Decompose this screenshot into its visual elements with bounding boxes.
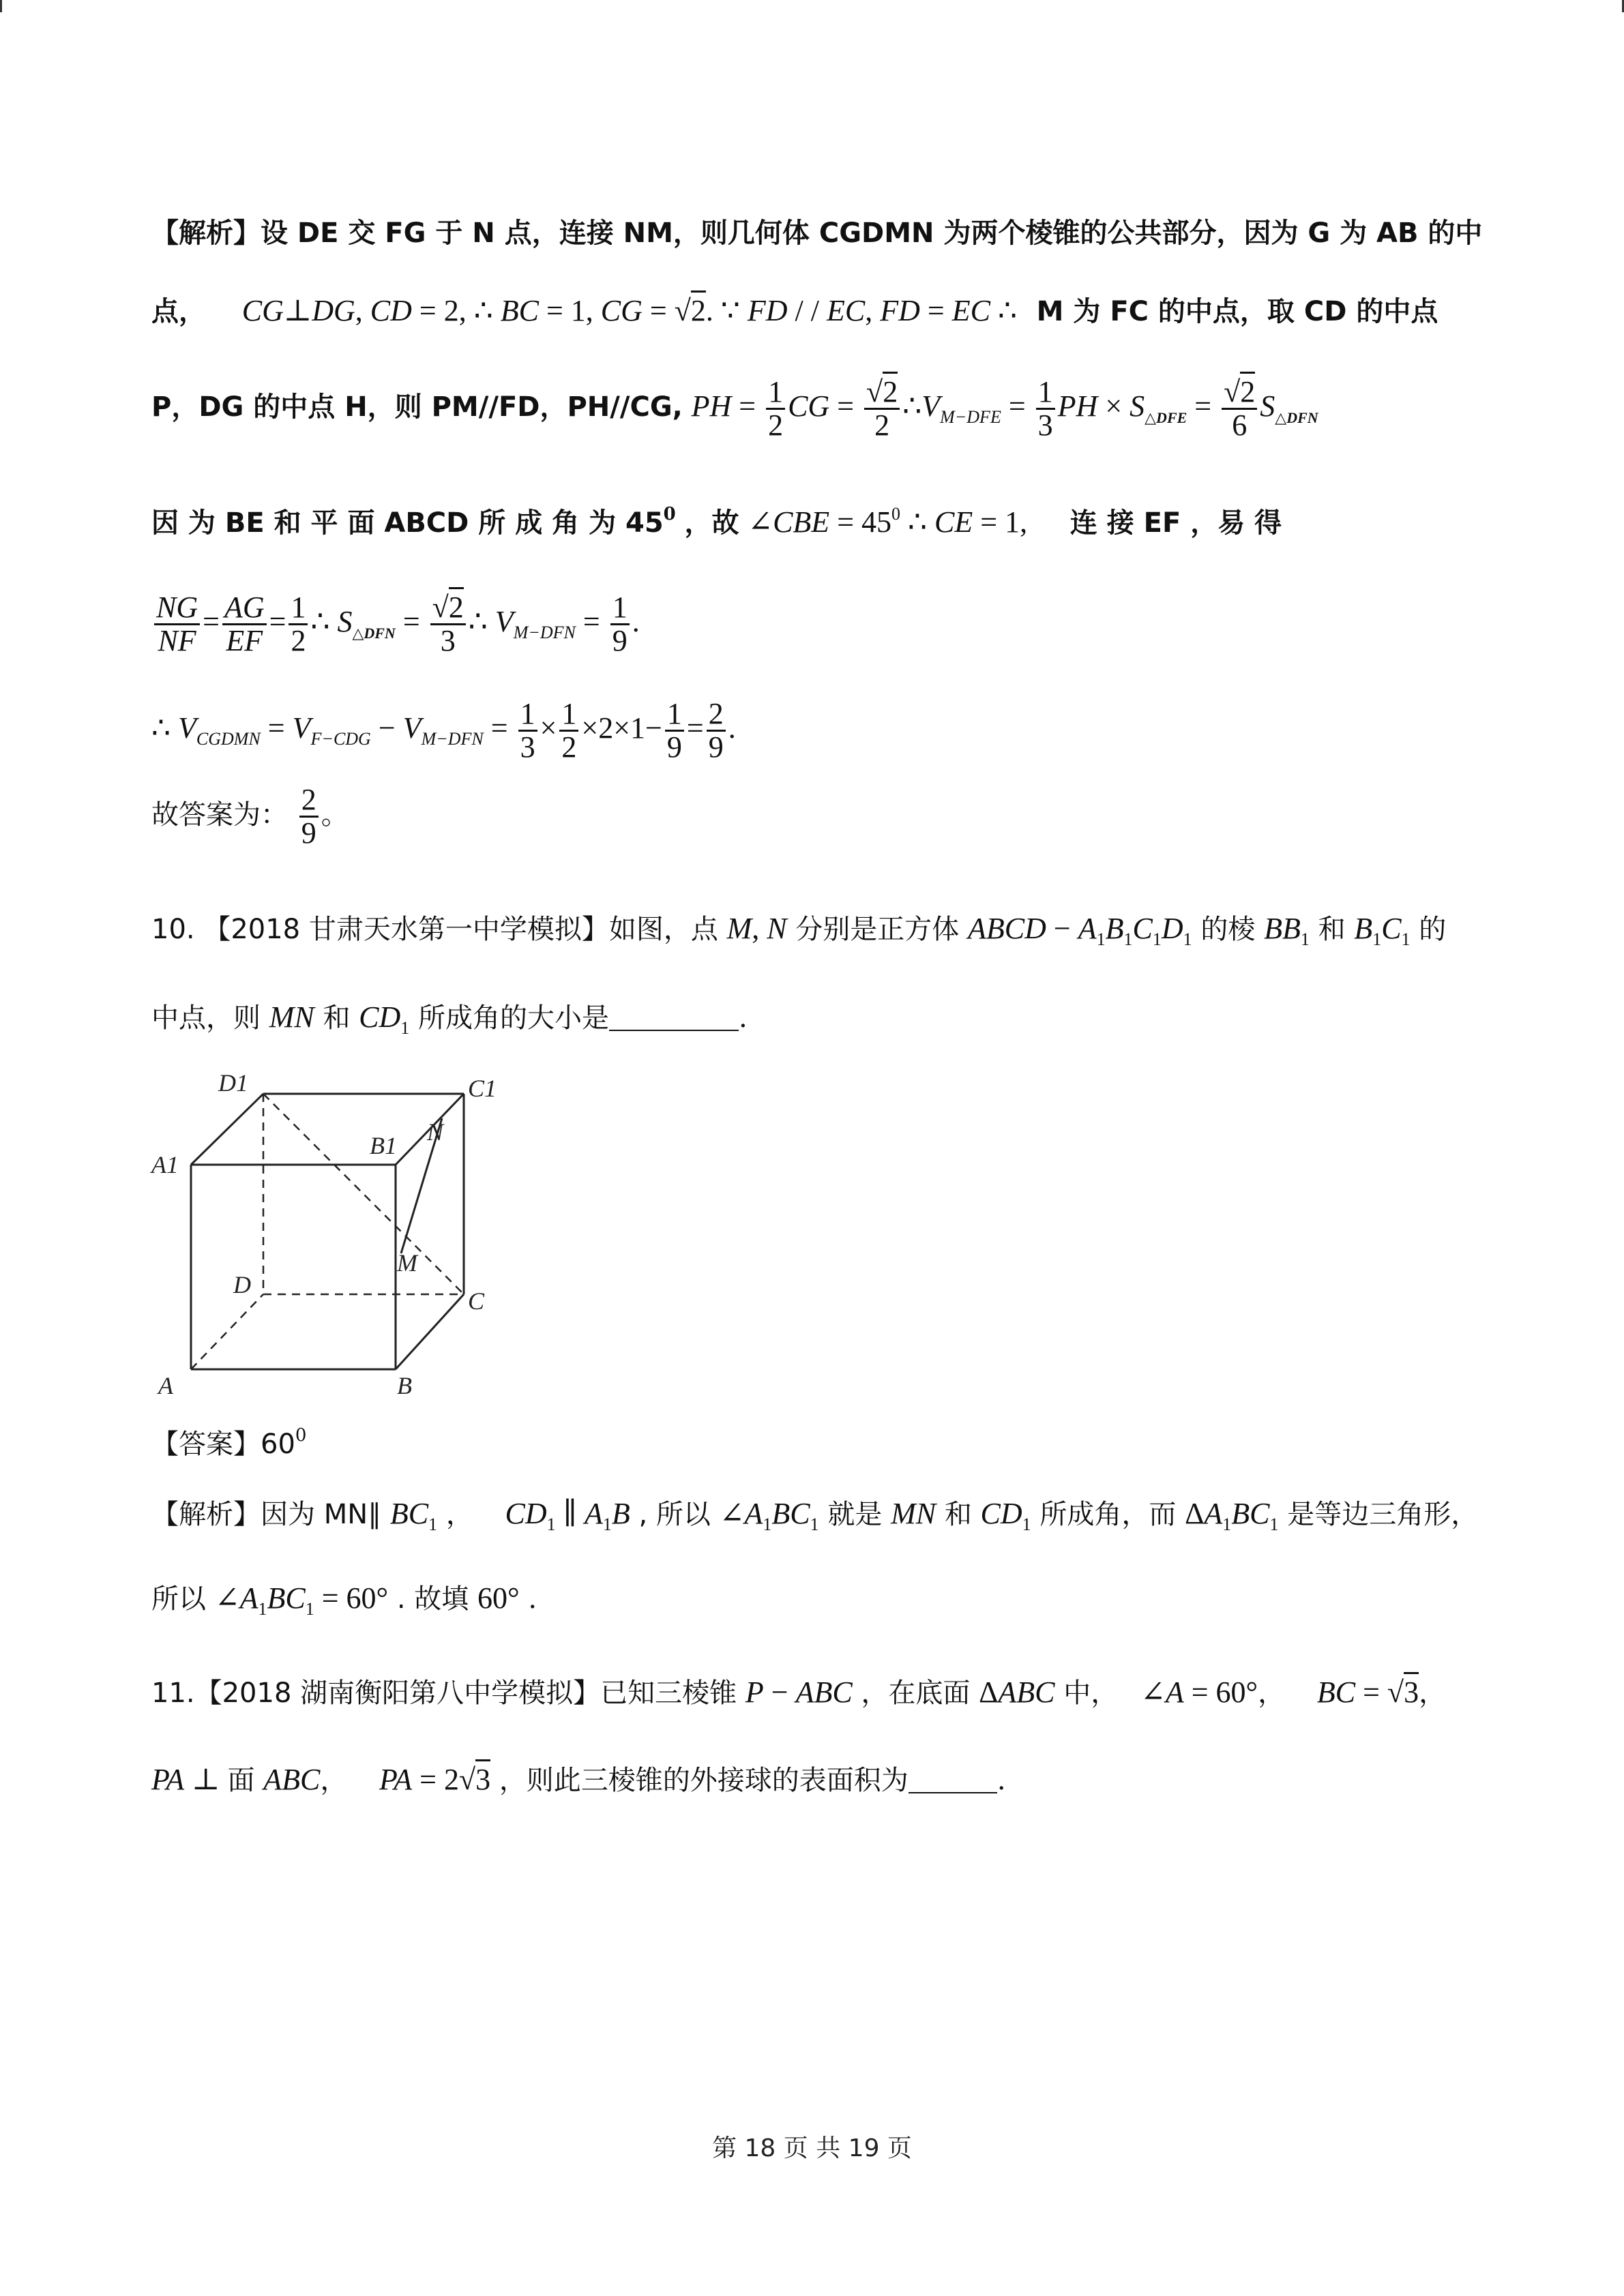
vertex-label: B — [397, 1372, 412, 1399]
vertex-label: N — [427, 1118, 444, 1146]
analysis-line-2: 点， CG⊥DG, CD = 2, ∴ BC = 1, CG = √2. ∵ FD / / EC, FD = EC ∴ M 为 FC 的中点，取 CD 的中点 — [151, 293, 1438, 329]
question-10-answer: 【答案】$60^0$ — [151, 1425, 307, 1460]
analysis-line-3: P，DG 的中点 H，则 PM//FD，PH//CG, PH = $\frac{1}{2}$ CG = $\frac{√2}{2}$ $\therefore V_{M-DFE}$ = $\frac{1}{3}$ PH × $S_{\triangle DFE}$ = $\frac{√2}{6}$ $S_{\triangle DFN}$ — [151, 376, 1318, 441]
question-11-line-2: PA ⊥ 面 ABC， PA = 2√3 ，则此三棱锥的外接球的表面积为 . — [151, 1762, 1006, 1798]
answer-line: 故答案为： $\frac{2}{9}$ 。 — [151, 783, 349, 850]
math-formula: CG⊥DG, CD = 2, ∴ BC = 1, CG = √2. ∵ FD / / EC, FD = EC ∴ — [242, 294, 1017, 327]
page-corner-mark — [0, 0, 2, 12]
vertex-label: A1 — [151, 1151, 179, 1178]
answer-blank — [909, 1768, 997, 1793]
vertex-label: M — [397, 1249, 417, 1277]
question-10-line-1: 10. 【2018 甘肃天水第一中学模拟】如图，点 M, N 分别是正方体 ABCD − $A_1B_1C_1D_1$ 的棱 $BB_1$ 和 $B_1C_1$ 的 — [151, 912, 1447, 949]
vertex-label: D — [233, 1271, 251, 1298]
question-11-line-1: 11.【2018 湖南衡阳第八中学模拟】已知三棱锥 P − ABC ，在底面 ΔABC 中， ∠A = 60°， BC = √3， — [151, 1675, 1446, 1711]
cube-figure — [149, 1069, 503, 1403]
vertex-label: C1 — [468, 1075, 497, 1102]
analysis-line-1: 【解析】设 DE 交 FG 于 N 点，连接 NM，则几何体 CGDMN 为两个棱锥的公共部分，因为 G 为 AB 的中 — [151, 218, 1483, 249]
question-10-line-2: 中点，则 MN 和 $CD_1$ 所成角的大小是 . — [151, 1000, 748, 1038]
vertex-label: A — [158, 1372, 173, 1399]
question-10-analysis-2: 所以 $\angle A_1BC_1 = 60^\circ$ . 故填 60° . — [151, 1581, 537, 1619]
math-formula: PH = $\frac{1}{2}$ CG = $\frac{√2}{2}$ $\therefore V_{M-DFE}$ = $\frac{1}{3}$ PH × $S_{\triangle DFE}$ = $\frac{√2}{6}$ $S_{\triangle DFN}$ — [692, 389, 1318, 423]
vertex-label: B1 — [370, 1132, 397, 1159]
analysis-line-6 — [151, 698, 736, 763]
page-footer: 第 18 页 共 19 页 — [712, 2134, 912, 2162]
analysis-line-4: 因 为 BE 和 平 面 ABCD 所 成 角 为 $45^0$ ，故 ∠CBE = $45^0$ ∴ CE = 1, 连 接 EF ，易 得 — [151, 504, 1282, 539]
math-formula: ∠CBE = $45^0$ ∴ CE = 1, — [748, 504, 1028, 539]
answer-blank — [609, 1005, 739, 1031]
math-formula: $\frac{NG}{NF}$ = $\frac{AG}{EF}$ = $\frac{1}{2}$ ∴ $S_{\triangle DFN}$ = $\frac{√2}{3}$ ∴ $V_{M-DFN}$ = $\frac{1}{9}$ . — [151, 605, 640, 638]
vertex-label: C — [468, 1287, 485, 1315]
analysis-line-5 — [151, 592, 640, 657]
math-formula: $\frac{2}{9}$ — [297, 797, 321, 831]
question-10-analysis-1: 【解析】因为 MN∥ $BC_1$ ， $CD_1$ ∥ $A_1B$ , 所以 $\angle A_1BC_1$ 就是 MN 和 $CD_1$ 所成角，而 $\Delta A_1BC_1$ 是等边三角形， — [151, 1497, 1479, 1534]
vertex-label: D1 — [218, 1069, 248, 1097]
math-formula: ∴ $V_{CGDMN} = V_{F-CDG} - V_{M-DFN}$ = $\frac{1}{3}$ × $\frac{1}{2}$ ×2×1− $\frac{1}{9}$ = $\frac{2}{9}$ . — [151, 697, 736, 764]
